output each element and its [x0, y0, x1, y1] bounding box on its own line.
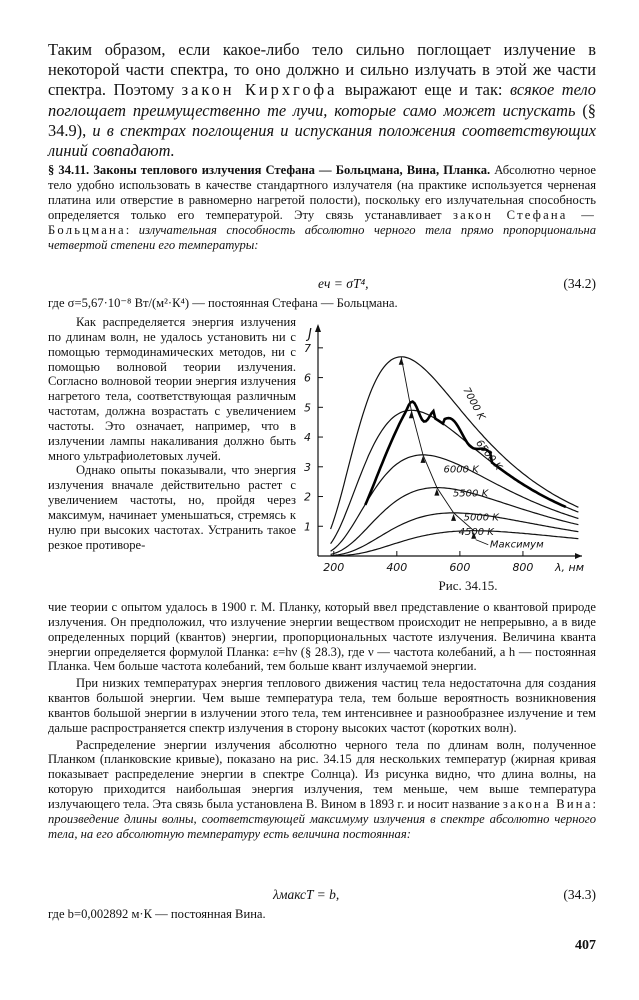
y-axis-arrow: [315, 324, 321, 332]
curve-label: 6500 K: [473, 438, 504, 473]
section-text-1: Абсолютно черное тело удобно использовать в качестве стандартного излучателя (на практике используется черненая платина или отверстие в равномерно нагретой полости), поскольку его излучательная способность определяется только его температурой. Эту связь устанавливает: [48, 163, 596, 223]
figure-caption: Рис. 34.15.: [438, 578, 498, 593]
y-tick-label: 5: [304, 401, 311, 415]
y-tick-label: 7: [304, 341, 311, 355]
y-tick-label: 4: [304, 431, 311, 445]
curve-label: 7000 K: [460, 385, 487, 422]
intro-italic-2: и в спектрах поглощения и испускания положения соответствующих линий совпадают.: [48, 120, 596, 161]
chart-curves: [331, 357, 579, 556]
section-text-2: :: [125, 223, 139, 238]
left-column-text: [48, 315, 296, 553]
section-heading: § 34.11. Законы теплового излучения Стефана — Больцмана, Вина, Планка.: [48, 163, 491, 177]
wien-text-1: Распределение энергии излучения абсолютно черного тела по длинам волн, полученное Планком (планковские кривые), показано на рис. 34.15 для нескольких температур (жирная кривая показывает распределение энергии в спектре Солнца). Из рисунка видно, что длина волны, на которую приходится наибольшая энергия излучения, тем меньше, чем выше температура излучающего тела. Эта связь была установлена В. Вином в 1893 г. и носит название: [48, 737, 596, 811]
curve-label: 6000 K: [443, 464, 479, 476]
maximum-label: Максимум: [489, 539, 544, 551]
wien-text-2: :: [592, 796, 596, 811]
wien-paragraph: [48, 738, 596, 842]
wien-italic: произведение длины волны, соответствующей максимуму излучения в спектре абсолютно черного тела, на его абсолютную температуру есть величина постоянная:: [48, 811, 596, 841]
temperature-paragraph: При низких температурах энергия теплового движения частиц тела недостаточна для создания квантов большой энергии. Чем выше температура тела, тем больше вероятность возникновения квантов большой энергии в излучении этого тела, тем интенсивнее и разнообразнее излучение и тем дальше распространяется спектр излучения в сторону высоких частот (коротких волн).: [48, 676, 596, 735]
y-tick-label: 2: [304, 490, 311, 504]
x-axis-label: λ, нм: [555, 561, 584, 574]
intro-text-3: (§ 34.9),: [48, 100, 596, 140]
curve-6500k: [331, 410, 579, 543]
column-paragraph-1: Как распределяется энергия излучения по длинам волн, не удалось установить ни с помощью термодинамических методов, ни с помощью волновой теории излучения. Согласно волновой теории энергия излучения нагретого тела, соответствующая различным частотам, должна возрастать с увеличением частоты. Это означает, например, что в излучении лампы накаливания должно быть много ультрафиолетовых лучей.: [48, 315, 296, 463]
wien-law-term: закона Вина: [502, 796, 593, 811]
page-number: 407: [575, 938, 596, 953]
curve-7000k: [331, 357, 579, 529]
chart-labels: [304, 327, 584, 574]
y-tick-label: 6: [304, 371, 311, 385]
formula-34-3: [48, 887, 596, 905]
y-tick-label: 1: [304, 520, 311, 534]
x-axis-arrow: [575, 553, 582, 559]
column-paragraph-2: Однако опыты показывали, что энергия излучения вначале действительно растет с увеличением частоты, но, пройдя через максимум, начинает уменьшаться, стремясь к нулю при высоких частотах. Устранить такое резкое противоре-: [48, 463, 296, 552]
planck-curves-chart: [296, 318, 598, 578]
planck-paragraph: чие теории с опытом удалось в 1900 г. М. Планку, который ввел представление о квантовой природе излучения. Он предположил, что излучение энергии веществом происходит не непрерывно, а в виде определенных порций (квантов) энергии, пропорциональных частоте излучения. Величина кванта энергии определяется формулой Планка: ε=hν (§ 28.3), где ν — частота колебаний, а h — постоянная Планка. Чем больше частота колебаний, тем больше квант излучаемой энергии.: [48, 600, 596, 674]
main-text: [48, 600, 596, 842]
x-tick-label: 800: [512, 561, 534, 574]
section-34-11: [48, 163, 596, 254]
formula-34-3-number: (34.3): [563, 887, 596, 902]
formula-34-2-expression: eч = σT⁴,: [318, 276, 369, 291]
y-tick-label: 3: [304, 460, 311, 474]
intro-text-2: выражают еще и так:: [337, 80, 510, 100]
stefan-constant-line: где σ=5,67·10⁻⁸ Вт/(м²·К⁴) — постоянная Стефана — Больцмана.: [48, 296, 398, 310]
stefan-boltzmann-law-term: закон Стефана — Больцмана: [48, 208, 597, 238]
x-tick-label: 600: [449, 561, 471, 574]
intro-text-1: Таким образом, если какое-либо тело сильно поглощает излучение в некоторой части спектра, то оно должно и сильно излучать в этой же части спектра. Поэтому: [48, 40, 596, 100]
formula-34-2: [48, 276, 596, 294]
formula-34-3-expression: λмаксT = b,: [273, 887, 340, 902]
intro-paragraph: [48, 40, 596, 161]
curve-label: 5000 K: [463, 512, 499, 524]
x-tick-label: 200: [323, 561, 345, 574]
curve-label: 5500 K: [452, 488, 489, 500]
kirchhoff-law-term: закон Кирхгофа: [181, 80, 338, 100]
maximum-pointer: [476, 540, 489, 545]
intro-italic-1: всякое тело поглощает преимущественно те лучи, которые само может испускать: [48, 80, 596, 120]
x-tick-label: 400: [386, 561, 408, 574]
formula-34-2-number: (34.2): [563, 276, 596, 291]
y-axis-label: J: [308, 327, 312, 342]
curve-label: 4500 K: [458, 527, 494, 539]
wien-constant-line: где b=0,002892 м·К — постоянная Вина.: [48, 907, 266, 921]
section-italic-1: излучательная способность абсолютно черного тела прямо пропорциональна четвертой степени его температуры:: [48, 223, 596, 253]
